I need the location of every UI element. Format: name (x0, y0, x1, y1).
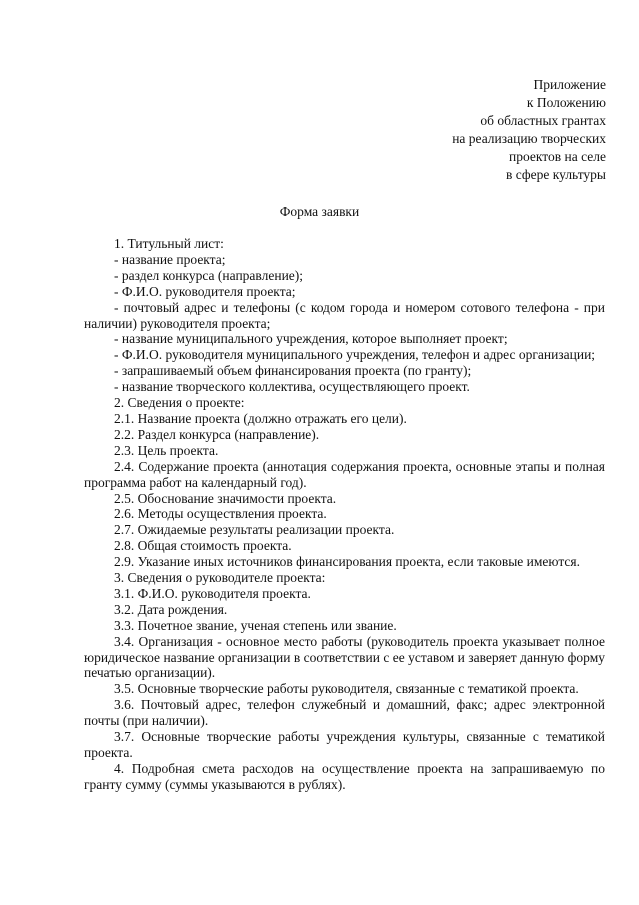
paragraph: 3.6. Почтовый адрес, телефон служебный и домашний, факс; адрес электронной почты (при наличии). (84, 697, 605, 729)
paragraph: 2. Сведения о проекте: (114, 395, 245, 411)
paragraph: 2.2. Раздел конкурса (направление). (114, 426, 320, 442)
paragraph: 3. Сведения о руководителе проекта: (114, 570, 326, 586)
paragraph: 2.9. Указание иных источников финансирования проекта, если таковые имеются. (114, 554, 580, 570)
appendix-line: к Положению (526, 95, 606, 110)
paragraph: 2.6. Методы осуществления проекта. (114, 506, 327, 522)
paragraph: 1. Титульный лист: (114, 236, 224, 251)
appendix-header (452, 76, 606, 184)
paragraph: 2.5. Обоснование значимости проекта. (114, 490, 337, 506)
paragraph: 3.4. Организация - основное место работы (руководитель проекта указывает полное юридическое название организации в соответствии с ее уставом и заверяет данную форму печатью организации). (84, 633, 605, 681)
paragraph: - Ф.И.О. руководителя проекта; (114, 283, 296, 299)
paragraph: 3.5. Основные творческие работы руководителя, связанные с тематикой проекта. (114, 681, 579, 697)
paragraph: - запрашиваемый объем финансирования проекта (по гранту); (114, 363, 472, 379)
appendix-line: об областных грантах (480, 113, 606, 128)
paragraph: 3.2. Дата рождения. (114, 601, 228, 617)
paragraph: - Ф.И.О. руководителя муниципального учреждения, телефон и адрес организации; (114, 347, 596, 363)
paragraph: - название проекта; (114, 251, 226, 267)
paragraph: - название муниципального учреждения, которое выполняет проект; (114, 331, 508, 347)
paragraph: 2.1. Название проекта (должно отражать его цели). (114, 410, 407, 426)
paragraph: 2.4. Содержание проекта (аннотация содержания проекта, основные этапы и полная программа работ на календарный год). (84, 458, 605, 490)
paragraph: 2.3. Цель проекта. (114, 442, 219, 458)
form-title: Форма заявки (279, 204, 360, 219)
appendix-line: в сфере культуры (506, 167, 606, 182)
paragraph: 2.8. Общая стоимость проекта. (114, 538, 292, 554)
paragraph: - название творческого коллектива, осуществляющего проект. (114, 379, 470, 395)
paragraph: - почтовый адрес и телефоны (с кодом города и номером сотового телефона - при наличии) руководителя проекта; (84, 299, 605, 331)
form-body (84, 236, 605, 793)
appendix-line: Приложение (533, 77, 606, 92)
paragraph: 3.3. Почетное звание, ученая степень или звание. (114, 617, 397, 633)
appendix-line: на реализацию творческих (452, 131, 606, 146)
paragraph: 4. Подробная смета расходов на осуществление проекта на запрашиваемую по гранту сумму (суммы указываются в рублях). (84, 760, 605, 792)
paragraph: 2.7. Ожидаемые результаты реализации проекта. (114, 522, 395, 538)
paragraph: 3.7. Основные творческие работы учреждения культуры, связанные с тематикой проекта. (84, 729, 605, 760)
paragraph: - раздел конкурса (направление); (114, 267, 304, 283)
paragraph: 3.1. Ф.И.О. руководителя проекта. (114, 585, 311, 601)
appendix-line: проектов на селе (509, 149, 606, 164)
